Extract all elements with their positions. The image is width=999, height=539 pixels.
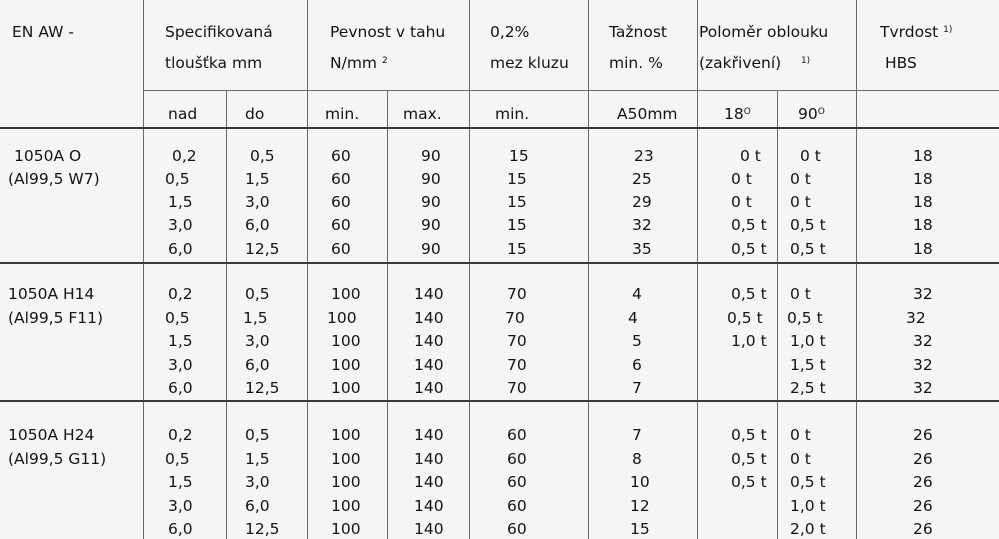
cell-nad: 6,0 [168, 520, 193, 538]
cell-rm-max: 90 [421, 170, 441, 188]
sub-do: do [245, 105, 265, 123]
cell-hbs: 18 [913, 170, 933, 188]
cell-rp: 60 [507, 497, 527, 515]
cell-hbs: 26 [913, 497, 933, 515]
header-hardness-label: Tvrdost [880, 23, 939, 41]
cell-r90: 1,0 t [790, 497, 826, 515]
sub-a50: A50mm [617, 105, 678, 123]
cell-hbs: 32 [913, 356, 933, 374]
cell-rm-max: 140 [414, 379, 444, 397]
cell-do: 6,0 [245, 497, 270, 515]
table-row [0, 216, 999, 234]
cell-rm-max: 90 [421, 216, 441, 234]
table-row [0, 285, 999, 303]
cell-r180: 0,5 t [731, 426, 767, 444]
cell-nad: 6,0 [168, 240, 193, 258]
cell-r90: 0 t [790, 170, 811, 188]
header-bend-radius-sup: 1) [800, 56, 811, 66]
cell-rm-max: 140 [414, 356, 444, 374]
cell-hbs: 32 [913, 285, 933, 303]
cell-nad: 0,2 [172, 147, 197, 165]
header-hardness-line2: HBS [885, 54, 917, 72]
alloy-designation: (Al99,5 F11) [8, 309, 104, 327]
header-thickness-line1: Specifikovaná [165, 23, 273, 41]
sub-max: max. [403, 105, 442, 123]
cell-a50: 29 [632, 193, 652, 211]
sub-yield-min: min. [495, 105, 530, 123]
cell-nad: 0,5 [165, 450, 190, 468]
cell-r180: 0 t [731, 193, 752, 211]
cell-do: 1,5 [245, 450, 270, 468]
header-elongation [609, 23, 667, 72]
cell-do: 12,5 [245, 379, 280, 397]
cell-rm-min: 100 [331, 356, 361, 374]
cell-do: 6,0 [245, 356, 270, 374]
cell-rm-min: 100 [327, 309, 357, 327]
cell-rp: 70 [507, 356, 527, 374]
cell-a50: 4 [632, 285, 642, 303]
degree-symbol: O [817, 107, 825, 117]
header-tensile-unit: N/mm [330, 54, 378, 72]
cell-a50: 23 [634, 147, 654, 165]
cell-rp: 60 [507, 426, 527, 444]
cell-r90: 2,5 t [790, 379, 826, 397]
cell-r90: 0 t [790, 193, 811, 211]
cell-r90: 1,0 t [790, 332, 826, 350]
cell-nad: 0,5 [165, 309, 190, 327]
cell-nad: 1,5 [168, 332, 193, 350]
cell-nad: 1,5 [168, 473, 193, 491]
cell-hbs: 18 [913, 216, 933, 234]
cell-hbs: 26 [913, 473, 933, 491]
cell-r90: 0,5 t [787, 309, 823, 327]
cell-rm-max: 140 [414, 497, 444, 515]
table-row [0, 309, 999, 327]
cell-hbs: 18 [913, 147, 933, 165]
cell-rp: 15 [507, 193, 527, 211]
cell-hbs: 32 [913, 332, 933, 350]
cell-rm-min: 100 [331, 450, 361, 468]
cell-rp: 60 [507, 473, 527, 491]
cell-nad: 0,2 [168, 285, 193, 303]
cell-rp: 70 [507, 379, 527, 397]
cell-rm-max: 140 [414, 520, 444, 538]
cell-a50: 32 [632, 216, 652, 234]
cell-rm-max: 140 [414, 426, 444, 444]
cell-rm-min: 100 [331, 332, 361, 350]
cell-rm-max: 90 [421, 240, 441, 258]
cell-rm-min: 60 [331, 170, 351, 188]
cell-r90: 0 t [790, 426, 811, 444]
cell-hbs: 32 [906, 309, 926, 327]
cell-rm-max: 140 [414, 332, 444, 350]
cell-rm-min: 60 [331, 193, 351, 211]
cell-hbs: 26 [913, 520, 933, 538]
sub-nad: nad [168, 105, 198, 123]
header-bend-radius [699, 23, 828, 72]
table-row [0, 426, 999, 444]
cell-rp: 15 [507, 240, 527, 258]
cell-a50: 7 [632, 426, 642, 444]
grid-line [0, 127, 999, 129]
cell-r180: 0,5 t [731, 473, 767, 491]
cell-a50: 15 [630, 520, 650, 538]
table-row [0, 170, 999, 188]
header-hardness [880, 23, 952, 72]
cell-do: 12,5 [245, 240, 280, 258]
cell-r180: 1,0 t [731, 332, 767, 350]
grid-line [0, 262, 999, 264]
cell-rp: 60 [507, 450, 527, 468]
alloy-designation: (Al99,5 W7) [8, 170, 100, 188]
header-bend-radius-line1: Poloměr oblouku [699, 23, 829, 41]
cell-hbs: 32 [913, 379, 933, 397]
cell-do: 1,5 [243, 309, 268, 327]
header-bend-radius-line2 [699, 54, 828, 72]
cell-rm-max: 140 [414, 309, 444, 327]
cell-a50: 6 [632, 356, 642, 374]
cell-rm-min: 60 [331, 240, 351, 258]
table-row [0, 332, 999, 350]
sub-bend-180-value: 18 [724, 105, 744, 123]
cell-rm-min: 60 [331, 216, 351, 234]
cell-rp: 15 [507, 170, 527, 188]
cell-rm-min: 100 [331, 520, 361, 538]
cell-r180: 0,5 t [731, 285, 767, 303]
cell-rp: 70 [507, 285, 527, 303]
cell-do: 3,0 [245, 193, 270, 211]
degree-symbol: O [743, 107, 751, 117]
cell-r90: 1,5 t [790, 356, 826, 374]
cell-r90: 0,5 t [790, 240, 826, 258]
header-tensile-sup: 2 [381, 56, 388, 66]
cell-nad: 1,5 [168, 193, 193, 211]
table-row [0, 497, 999, 515]
table-row [0, 147, 999, 165]
cell-rm-max: 90 [421, 193, 441, 211]
table-row [0, 240, 999, 258]
cell-a50: 12 [630, 497, 650, 515]
grid-line [143, 90, 999, 91]
header-tensile-line1: Pevnost v tahu [330, 23, 446, 41]
cell-a50: 25 [632, 170, 652, 188]
cell-rm-min: 100 [331, 285, 361, 303]
cell-nad: 6,0 [168, 379, 193, 397]
cell-r90: 0,5 t [790, 473, 826, 491]
cell-a50: 5 [632, 332, 642, 350]
cell-nad: 0,5 [165, 170, 190, 188]
cell-rm-min: 100 [331, 473, 361, 491]
cell-r90: 0 t [790, 285, 811, 303]
table-row [0, 193, 999, 211]
cell-r90: 0,5 t [790, 216, 826, 234]
cell-r90: 0 t [800, 147, 821, 165]
cell-rm-max: 140 [414, 285, 444, 303]
cell-rm-min: 60 [331, 147, 351, 165]
cell-a50: 10 [630, 473, 650, 491]
sub-bend-90-value: 90 [798, 105, 818, 123]
header-yield-line2: mez kluzu [490, 54, 569, 72]
cell-r180: 0,5 t [731, 450, 767, 468]
cell-do: 0,5 [245, 285, 270, 303]
cell-hbs: 18 [913, 193, 933, 211]
cell-rp: 60 [507, 520, 527, 538]
cell-nad: 3,0 [168, 356, 193, 374]
cell-r180: 0,5 t [731, 216, 767, 234]
cell-nad: 3,0 [168, 216, 193, 234]
header-thickness [165, 23, 273, 72]
header-yield-line1: 0,2% [490, 23, 530, 41]
cell-do: 6,0 [245, 216, 270, 234]
cell-nad: 0,2 [168, 426, 193, 444]
cell-rp: 70 [505, 309, 525, 327]
cell-r90: 2,0 t [790, 520, 826, 538]
cell-r180: 0 t [731, 170, 752, 188]
table-row [0, 473, 999, 491]
cell-r180: 0,5 t [731, 240, 767, 258]
header-elongation-line2: min. % [609, 54, 663, 72]
cell-rm-max: 140 [414, 450, 444, 468]
cell-rm-max: 140 [414, 473, 444, 491]
cell-r180: 0 t [740, 147, 761, 165]
sub-bend-180 [724, 105, 751, 123]
cell-rm-min: 100 [331, 379, 361, 397]
cell-a50: 35 [632, 240, 652, 258]
table-row [0, 356, 999, 374]
cell-rp: 70 [507, 332, 527, 350]
cell-rp: 15 [509, 147, 529, 165]
header-en-aw: EN AW - [12, 23, 74, 41]
cell-a50: 8 [632, 450, 642, 468]
header-tensile-line2 [330, 54, 445, 72]
cell-do: 0,5 [245, 426, 270, 444]
alloy-label: 1050A H14 [8, 285, 95, 303]
alloy-label: 1050A H24 [8, 426, 95, 444]
grid-line [0, 400, 999, 402]
cell-hbs: 26 [913, 426, 933, 444]
cell-do: 3,0 [245, 473, 270, 491]
alloy-label: 1050A O [14, 147, 82, 165]
table-row [0, 379, 999, 397]
cell-a50: 4 [628, 309, 638, 327]
cell-r180: 0,5 t [727, 309, 763, 327]
sub-bend-90 [798, 105, 825, 123]
alloy-designation: (Al99,5 G11) [8, 450, 107, 468]
header-yield [490, 23, 569, 72]
header-hardness-sup: 1) [943, 25, 953, 35]
cell-a50: 7 [632, 379, 642, 397]
table-row [0, 520, 999, 539]
header-hardness-line1 [880, 23, 952, 41]
table-row [0, 450, 999, 468]
header-elongation-line1: Tažnost [609, 23, 667, 41]
cell-rm-max: 90 [421, 147, 441, 165]
cell-rm-min: 100 [331, 426, 361, 444]
cell-r90: 0 t [790, 450, 811, 468]
cell-rp: 15 [507, 216, 527, 234]
cell-do: 0,5 [250, 147, 275, 165]
cell-do: 12,5 [245, 520, 280, 538]
cell-nad: 3,0 [168, 497, 193, 515]
cell-hbs: 26 [913, 450, 933, 468]
cell-do: 3,0 [245, 332, 270, 350]
header-tensile [330, 23, 445, 72]
header-thickness-line2: tloušťka mm [165, 54, 263, 72]
cell-hbs: 18 [913, 240, 933, 258]
cell-do: 1,5 [245, 170, 270, 188]
sub-min: min. [325, 105, 360, 123]
cell-rm-min: 100 [331, 497, 361, 515]
header-bend-radius-note: (zakřivení) [699, 54, 782, 72]
